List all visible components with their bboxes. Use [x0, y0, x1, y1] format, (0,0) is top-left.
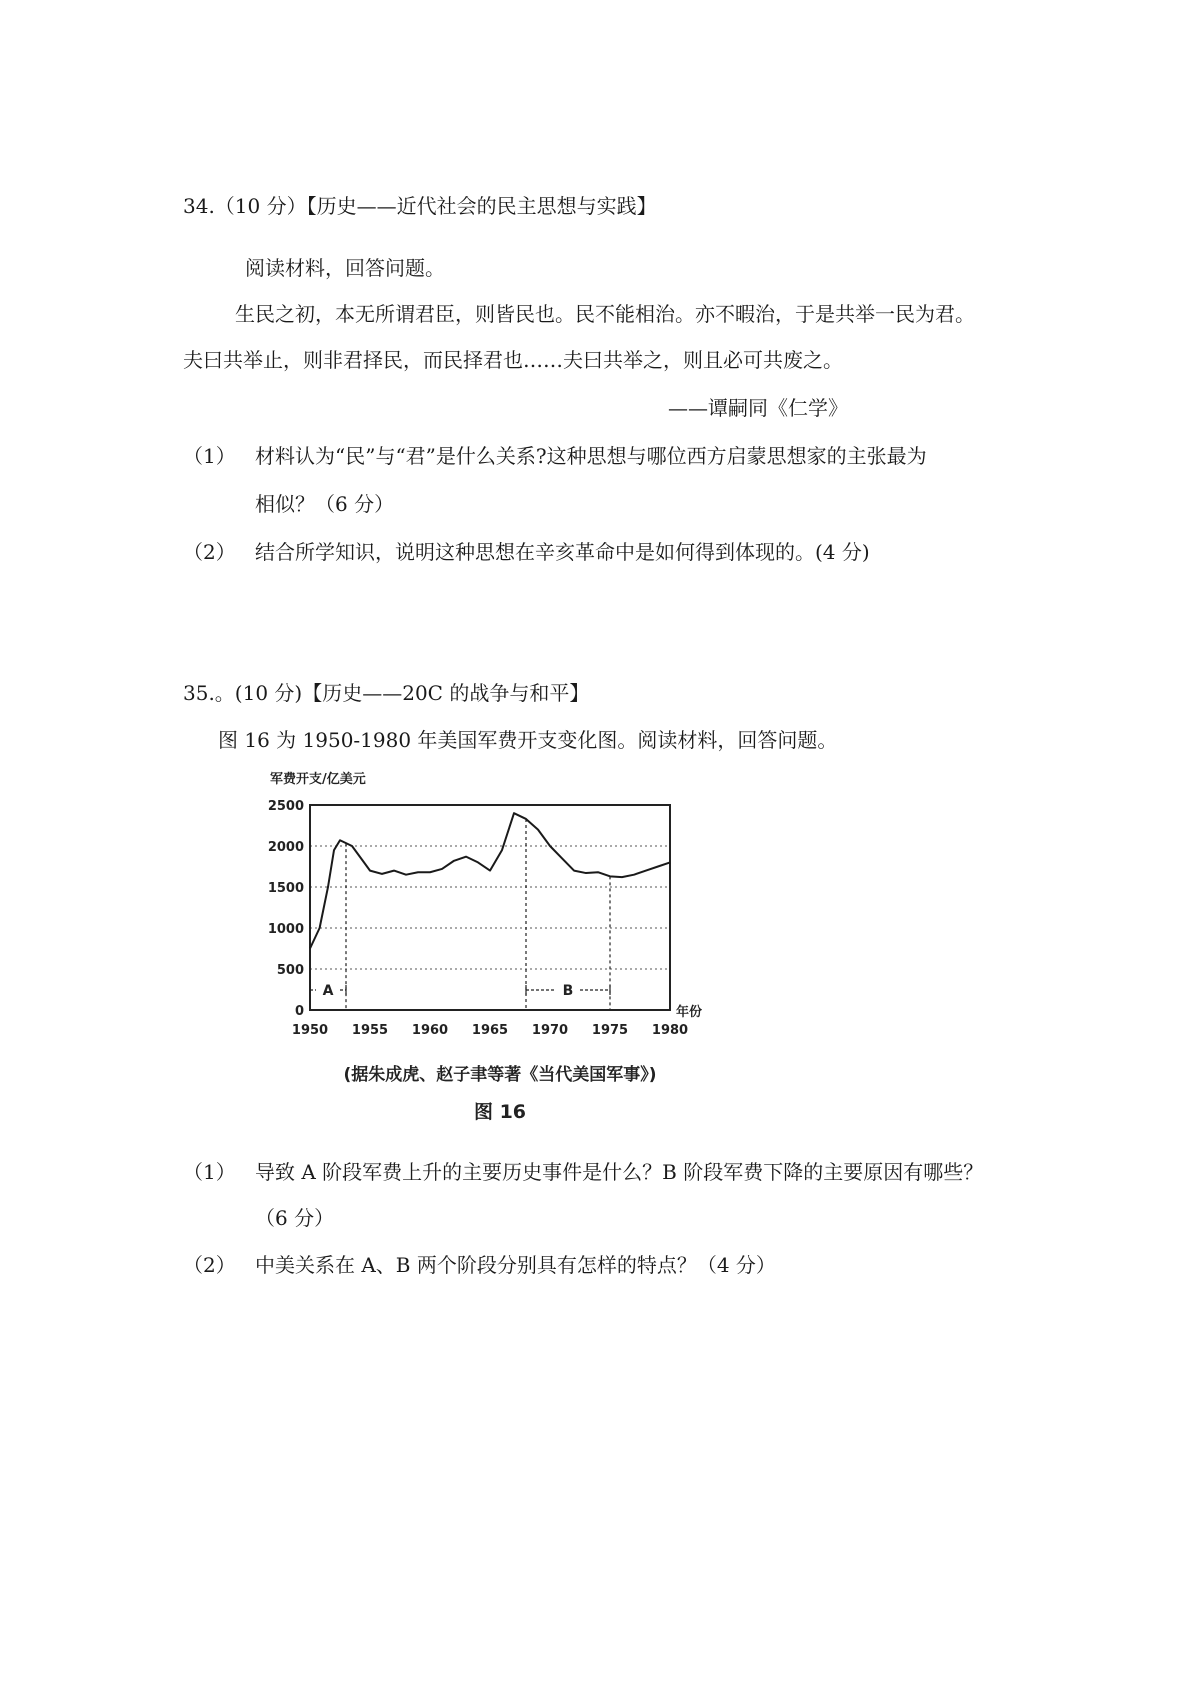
chart-grid: [310, 805, 670, 969]
q34-source: ——谭嗣同《仁学》: [668, 396, 848, 420]
x-tick-label: 1960: [411, 1023, 449, 1038]
y-tick-label: 2500: [267, 799, 304, 814]
q34-sub1-line1: 材料认为“民”与“君”是什么关系?这种思想与哪位西方启蒙思想家的主张最为: [255, 444, 927, 468]
chart-annotations: [310, 983, 610, 999]
q35-title: 35.。(10 分)【历史——20C 的战争与和平】: [183, 681, 590, 705]
y-tick-label: 0: [294, 1004, 304, 1019]
annotation-label-B: B: [562, 983, 574, 999]
q34-instruction: 阅读材料，回答问题。: [245, 256, 445, 280]
q35-sub1-line2: （6 分）: [255, 1206, 335, 1230]
q34-sub2-number: （2）: [183, 540, 236, 564]
q34-material-line2: 夫曰共举止，则非君择民，而民择君也……夫曰共举之，则且必可共废之。: [183, 348, 843, 372]
x-tick-label: 1950: [291, 1023, 329, 1038]
x-tick-label: 1980: [651, 1023, 689, 1038]
chart-labels: [267, 771, 703, 1123]
q34-sub1-line2: 相似？（6 分）: [255, 492, 395, 516]
y-axis-title: 军费开支/亿美元: [270, 772, 366, 787]
x-axis-title: 年份: [676, 1005, 703, 1020]
chart-svg: [255, 760, 730, 1145]
x-tick-label: 1970: [531, 1023, 569, 1038]
y-tick-label: 2000: [267, 840, 304, 855]
chart-dashes: [346, 819, 610, 1010]
chart-ticks: [268, 799, 688, 1038]
y-tick-label: 1000: [267, 922, 304, 937]
q35-sub1-number: （1）: [183, 1160, 236, 1184]
annotation-label-A: A: [322, 983, 334, 999]
q34-material-line1: 生民之初，本无所谓君臣，则皆民也。民不能相治。亦不暇治，于是共举一民为君。: [235, 302, 975, 326]
chart-source-caption: (据朱成虎、赵子聿等著《当代美国军事》): [343, 1065, 657, 1085]
q35-sub1-line1: 导致 A 阶段军费上升的主要历史事件是什么？B 阶段军费下降的主要原因有哪些？: [255, 1160, 984, 1184]
q35-sub2-number: （2）: [183, 1253, 236, 1277]
plot-frame: [310, 805, 670, 1010]
x-tick-label: 1965: [471, 1023, 509, 1038]
q34-sub1-number: （1）: [183, 444, 236, 468]
military-expenditure-chart: [255, 760, 730, 1145]
x-tick-label: 1955: [351, 1023, 389, 1038]
x-tick-label: 1975: [591, 1023, 629, 1038]
q34-sub2-text: 结合所学知识，说明这种思想在辛亥革命中是如何得到体现的。(4 分): [255, 540, 870, 564]
q34-title: 34.（10 分）【历史——近代社会的民主思想与实践】: [183, 194, 657, 218]
y-tick-label: 500: [276, 963, 304, 978]
q35-intro: 图 16 为 1950-1980 年美国军费开支变化图。阅读材料，回答问题。: [218, 728, 838, 752]
chart-axes: [310, 805, 670, 1010]
y-tick-label: 1500: [267, 881, 304, 896]
figure-title: 图 16: [473, 1101, 527, 1123]
q35-sub2-text: 中美关系在 A、B 两个阶段分别具有怎样的特点？（4 分）: [255, 1253, 776, 1277]
